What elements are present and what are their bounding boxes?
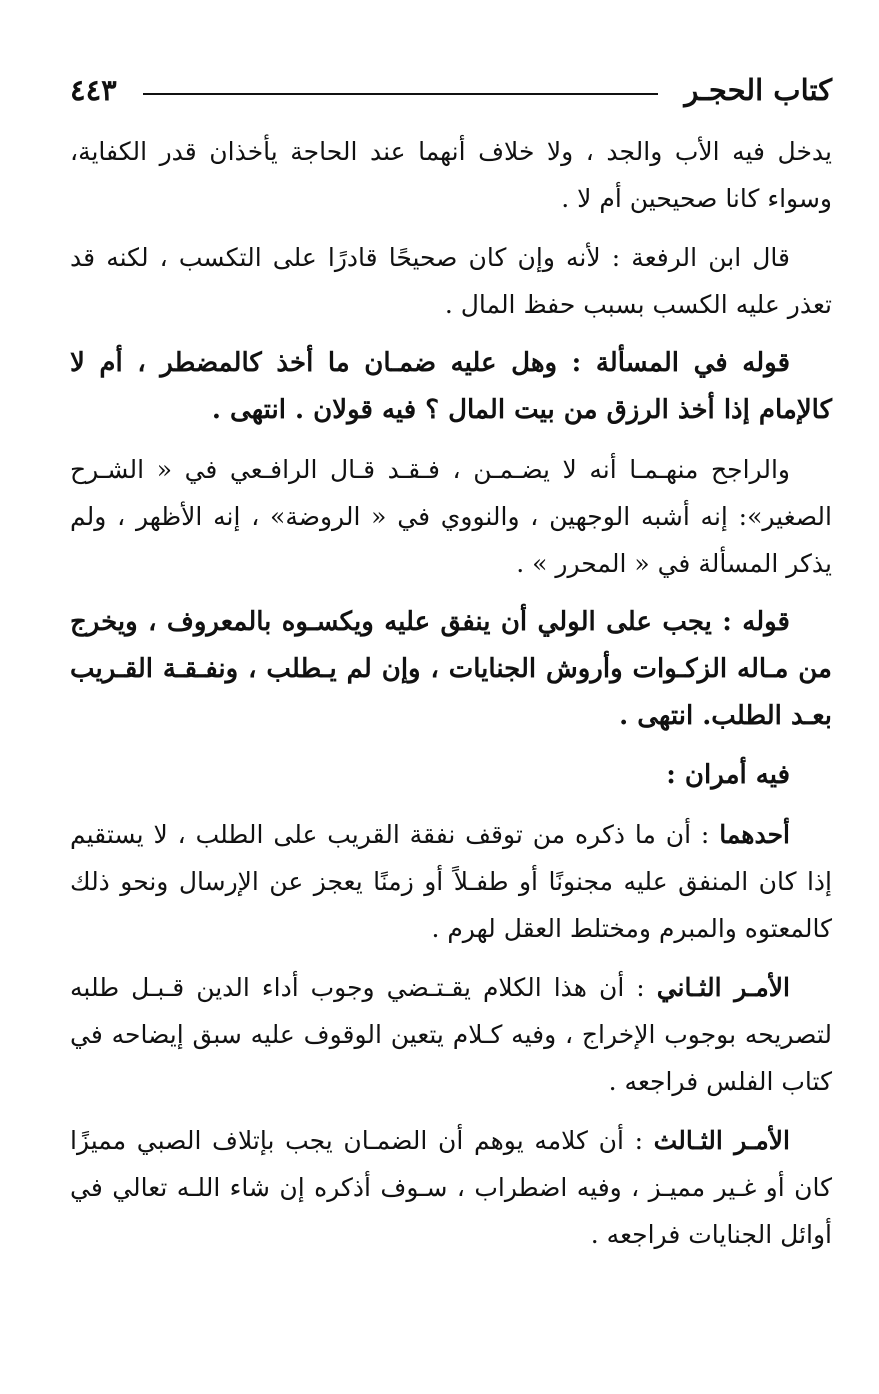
paragraph-ibn-rifah — [70, 234, 832, 328]
running-title: كتاب الحجـر — [684, 73, 832, 107]
paragraph-third-matter — [70, 1117, 832, 1258]
paragraph-text: والراجح منهـمـا أنه لا يضـمـن ، فـقـد قـال الرافـعي في « الشـرح الصغير»: إنه أشبه الوجهين ، والنووي في « الروضة» ، إنه الأظهر ، ولم يذكر المسألة في « المحرر » . — [70, 455, 832, 578]
paragraph-text: قال ابن الرفعة : لأنه وإن كان صحيحًا قادرًا على التكسب ، لكنه قد تعذر عليه الكسب بسبب حفظ المال . — [70, 243, 832, 319]
page-header — [70, 68, 832, 112]
paragraph-lead: الأمـر الثـاني — [656, 973, 791, 1002]
paragraph-text: فيه أمران : — [666, 760, 790, 790]
header-rule — [143, 93, 659, 95]
page-body — [70, 128, 832, 1270]
paragraph-lead: أحدهما — [719, 820, 790, 849]
paragraph-lead: الأمـر الثـالث — [653, 1126, 790, 1155]
quoted-issue-liability — [70, 340, 832, 434]
paragraph-guardian-expense — [70, 128, 832, 222]
paragraph-preferred-opinion — [70, 446, 832, 587]
paragraph-text: : أن هذا الكلام يقـتـضي وجوب أداء الدين قـبـل طلبه لتصريحه بوجوب الإخراج ، وفيه كـلام يتعين الوقوف عليه سبق إيضاحه في كتاب الفلس فراجعه . — [70, 973, 832, 1096]
paragraph-text: : أن كلامه يوهم أن الضمـان يجب بإتلاف الصبي مميزًا كان أو غـير مميـز ، وفيه اضطراب ، سـوف أذكره إن شاء اللـه تعالي في أوائل الجنايات فراجعه . — [70, 1126, 832, 1249]
paragraph-second-matter — [70, 964, 832, 1105]
paragraph-text: : أن ما ذكره من توقف نفقة القريب على الطلب ، لا يستقيم إذا كان المنفق عليه مجنونًا أو طفـلاً أو زمنًا يعجز عن الإرسال ونحو ذلك كالمعتوه والمبرم ومختلط العقل لهرم . — [70, 820, 832, 943]
paragraph-text: يدخل فيه الأب والجد ، ولا خلاف أنهما عند الحاجة يأخذان قدر الكفاية، وسواء كانا صحيحين أم لا . — [70, 137, 832, 213]
section-heading-two-matters — [70, 752, 832, 799]
quoted-guardian-duty — [70, 599, 832, 740]
paragraph-first-matter — [70, 811, 832, 952]
page-number: ٤٤٣ — [70, 73, 117, 107]
paragraph-text: قوله : يجب على الولي أن ينفق عليه ويكسـوه بالمعروف ، ويخرج من مـاله الزكـوات وأروش الجنايات ، وإن لم يـطلب ، ونفـقـة القـريب بعـد الطلب. انتهى . — [70, 607, 832, 731]
paragraph-text: قوله في المسألة : وهل عليه ضمـان ما أخذ كالمضطر ، أم لا كالإمام إذا أخذ الرزق من بيت المال ؟ فيه قولان . انتهى . — [70, 348, 832, 425]
